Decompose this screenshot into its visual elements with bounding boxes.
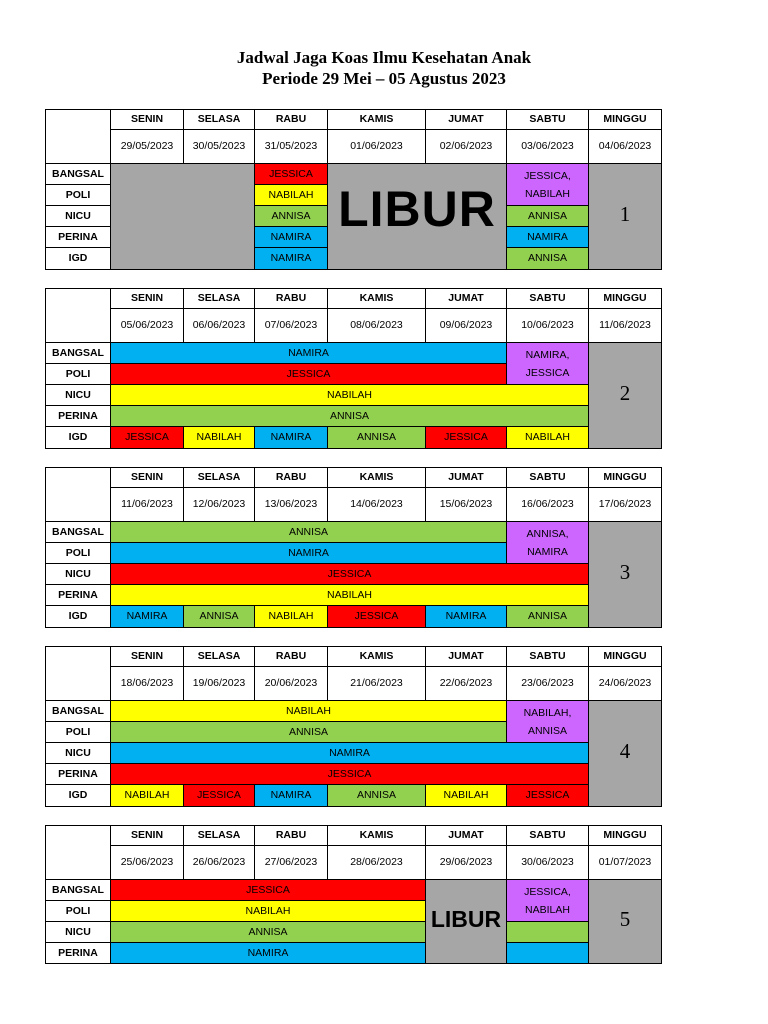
date-cell: 11/06/2023 (589, 309, 662, 343)
day-header: MINGGU (589, 826, 662, 846)
assignment-bar: NABILAH (111, 585, 589, 606)
day-header: KAMIS (328, 289, 426, 309)
saturday-pair-cell: NAMIRA, JESSICA (507, 343, 589, 385)
date-cell: 30/05/2023 (184, 130, 255, 164)
empty-block (111, 164, 255, 270)
date-cell: 29/05/2023 (111, 130, 184, 164)
day-header: RABU (255, 826, 328, 846)
igd-cell: NAMIRA (255, 427, 328, 449)
igd-cell: NAMIRA (426, 606, 507, 628)
day-header: SABTU (507, 468, 589, 488)
assignment-cell: NAMIRA (507, 227, 589, 248)
igd-cell: NABILAH (111, 785, 184, 807)
day-header: SELASA (184, 826, 255, 846)
row-label-nicu: NICU (46, 922, 111, 943)
day-header: SELASA (184, 289, 255, 309)
assignment-bar: JESSICA (111, 764, 589, 785)
assignment-bar: JESSICA (111, 564, 589, 585)
day-header: RABU (255, 110, 328, 130)
date-cell: 18/06/2023 (111, 667, 184, 701)
date-cell: 19/06/2023 (184, 667, 255, 701)
igd-cell: ANNISA (328, 785, 426, 807)
date-cell: 22/06/2023 (426, 667, 507, 701)
row-label-bangsal: BANGSAL (46, 880, 111, 901)
day-header: MINGGU (589, 289, 662, 309)
day-header: SABTU (507, 110, 589, 130)
date-cell: 17/06/2023 (589, 488, 662, 522)
assignment-cell: NABILAH (255, 185, 328, 206)
date-cell: 04/06/2023 (589, 130, 662, 164)
date-cell: 23/06/2023 (507, 667, 589, 701)
assignment-cell: ANNISA (507, 248, 589, 270)
row-label-poli: POLI (46, 722, 111, 743)
row-label-bangsal: BANGSAL (46, 701, 111, 722)
row-label-nicu: NICU (46, 564, 111, 585)
date-cell: 20/06/2023 (255, 667, 328, 701)
week-number: 4 (589, 701, 662, 807)
date-cell: 01/07/2023 (589, 846, 662, 880)
week-number: 3 (589, 522, 662, 628)
day-header: JUMAT (426, 826, 507, 846)
day-header: RABU (255, 468, 328, 488)
day-header: RABU (255, 289, 328, 309)
date-cell: 10/06/2023 (507, 309, 589, 343)
assignment-bar: ANNISA (111, 522, 507, 543)
day-header: SABTU (507, 289, 589, 309)
igd-cell: NABILAH (184, 427, 255, 449)
corner-cell (46, 110, 111, 164)
date-cell: 21/06/2023 (328, 667, 426, 701)
day-header: SENIN (111, 110, 184, 130)
row-label-igd: IGD (46, 427, 111, 449)
day-header: MINGGU (589, 468, 662, 488)
day-header: SELASA (184, 647, 255, 667)
assignment-cell (507, 922, 589, 943)
row-label-nicu: NICU (46, 743, 111, 764)
week-number: 2 (589, 343, 662, 449)
assignment-cell: NAMIRA (255, 248, 328, 270)
day-header: SENIN (111, 647, 184, 667)
igd-cell: ANNISA (184, 606, 255, 628)
saturday-pair-cell: NABILAH, ANNISA (507, 701, 589, 743)
row-label-perina: PERINA (46, 764, 111, 785)
saturday-pair-cell: JESSICA, NABILAH (507, 164, 589, 206)
date-cell: 03/06/2023 (507, 130, 589, 164)
assignment-bar: ANNISA (111, 406, 589, 427)
day-header: MINGGU (589, 647, 662, 667)
date-cell: 31/05/2023 (255, 130, 328, 164)
igd-cell: JESSICA (426, 427, 507, 449)
igd-cell: NAMIRA (111, 606, 184, 628)
igd-cell: JESSICA (111, 427, 184, 449)
libur-block: LIBUR (328, 164, 507, 270)
day-header: JUMAT (426, 289, 507, 309)
assignment-cell: NAMIRA (255, 227, 328, 248)
date-cell: 30/06/2023 (507, 846, 589, 880)
day-header: SENIN (111, 826, 184, 846)
week-3-table (45, 467, 662, 628)
saturday-pair-cell: ANNISA, NAMIRA (507, 522, 589, 564)
assignment-cell: ANNISA (255, 206, 328, 227)
day-header: SELASA (184, 110, 255, 130)
day-header: SENIN (111, 468, 184, 488)
assignment-bar: JESSICA (111, 364, 507, 385)
row-label-nicu: NICU (46, 385, 111, 406)
week-4-table (45, 646, 662, 807)
row-label-poli: POLI (46, 901, 111, 922)
row-label-bangsal: BANGSAL (46, 343, 111, 364)
assignment-bar: NABILAH (111, 701, 507, 722)
row-label-bangsal: BANGSAL (46, 522, 111, 543)
row-label-poli: POLI (46, 185, 111, 206)
row-label-perina: PERINA (46, 943, 111, 964)
assignment-bar: NAMIRA (111, 543, 507, 564)
date-cell: 16/06/2023 (507, 488, 589, 522)
week-1-table (45, 109, 662, 270)
igd-cell: NAMIRA (255, 785, 328, 807)
day-header: SABTU (507, 826, 589, 846)
date-cell: 08/06/2023 (328, 309, 426, 343)
igd-cell: NABILAH (426, 785, 507, 807)
assignment-bar: ANNISA (111, 922, 426, 943)
date-cell: 05/06/2023 (111, 309, 184, 343)
schedule-title: Jadwal Jaga Koas Ilmu Kesehatan Anak (236, 48, 532, 67)
week-number: 1 (589, 164, 662, 270)
corner-cell (46, 647, 111, 701)
corner-cell (46, 826, 111, 880)
saturday-pair-cell: JESSICA, NABILAH (507, 880, 589, 922)
date-cell: 15/06/2023 (426, 488, 507, 522)
row-label-igd: IGD (46, 248, 111, 270)
day-header: SELASA (184, 468, 255, 488)
week-5-table (45, 825, 662, 964)
assignment-bar: NAMIRA (111, 943, 426, 964)
assignment-bar: NAMIRA (111, 343, 507, 364)
row-label-nicu: NICU (46, 206, 111, 227)
assignment-bar: ANNISA (111, 722, 507, 743)
date-cell: 06/06/2023 (184, 309, 255, 343)
date-cell: 02/06/2023 (426, 130, 507, 164)
date-cell: 11/06/2023 (111, 488, 184, 522)
assignment-bar: JESSICA (111, 880, 426, 901)
assignment-bar: NABILAH (111, 385, 589, 406)
day-header: KAMIS (328, 826, 426, 846)
corner-cell (46, 289, 111, 343)
day-header: SENIN (111, 289, 184, 309)
day-header: KAMIS (328, 468, 426, 488)
date-cell: 12/06/2023 (184, 488, 255, 522)
igd-cell: ANNISA (328, 427, 426, 449)
week-number: 5 (589, 880, 662, 964)
row-label-bangsal: BANGSAL (46, 164, 111, 185)
day-header: SABTU (507, 647, 589, 667)
date-cell: 09/06/2023 (426, 309, 507, 343)
row-label-igd: IGD (46, 785, 111, 807)
row-label-perina: PERINA (46, 227, 111, 248)
date-cell: 14/06/2023 (328, 488, 426, 522)
igd-cell: JESSICA (507, 785, 589, 807)
date-cell: 24/06/2023 (589, 667, 662, 701)
igd-cell: JESSICA (184, 785, 255, 807)
day-header: MINGGU (589, 110, 662, 130)
date-cell: 25/06/2023 (111, 846, 184, 880)
day-header: JUMAT (426, 468, 507, 488)
date-cell: 07/06/2023 (255, 309, 328, 343)
row-label-poli: POLI (46, 543, 111, 564)
date-cell: 27/06/2023 (255, 846, 328, 880)
igd-cell: JESSICA (328, 606, 426, 628)
row-label-poli: POLI (46, 364, 111, 385)
day-header: KAMIS (328, 110, 426, 130)
row-label-igd: IGD (46, 606, 111, 628)
corner-cell (46, 468, 111, 522)
date-cell: 01/06/2023 (328, 130, 426, 164)
day-header: JUMAT (426, 110, 507, 130)
row-label-perina: PERINA (46, 585, 111, 606)
assignment-cell: ANNISA (507, 206, 589, 227)
day-header: RABU (255, 647, 328, 667)
date-cell: 29/06/2023 (426, 846, 507, 880)
assignment-bar: NAMIRA (111, 743, 589, 764)
igd-cell: NABILAH (507, 427, 589, 449)
igd-cell: NABILAH (255, 606, 328, 628)
assignment-cell: JESSICA (255, 164, 328, 185)
day-header: JUMAT (426, 647, 507, 667)
week-2-table (45, 288, 662, 449)
row-label-perina: PERINA (46, 406, 111, 427)
assignment-bar: NABILAH (111, 901, 426, 922)
date-cell: 26/06/2023 (184, 846, 255, 880)
date-cell: 13/06/2023 (255, 488, 328, 522)
assignment-cell (507, 943, 589, 964)
schedule-period: Periode 29 Mei – 05 Agustus 2023 (262, 69, 506, 88)
libur-block: LIBUR (426, 880, 507, 964)
day-header: KAMIS (328, 647, 426, 667)
date-cell: 28/06/2023 (328, 846, 426, 880)
igd-cell: ANNISA (507, 606, 589, 628)
